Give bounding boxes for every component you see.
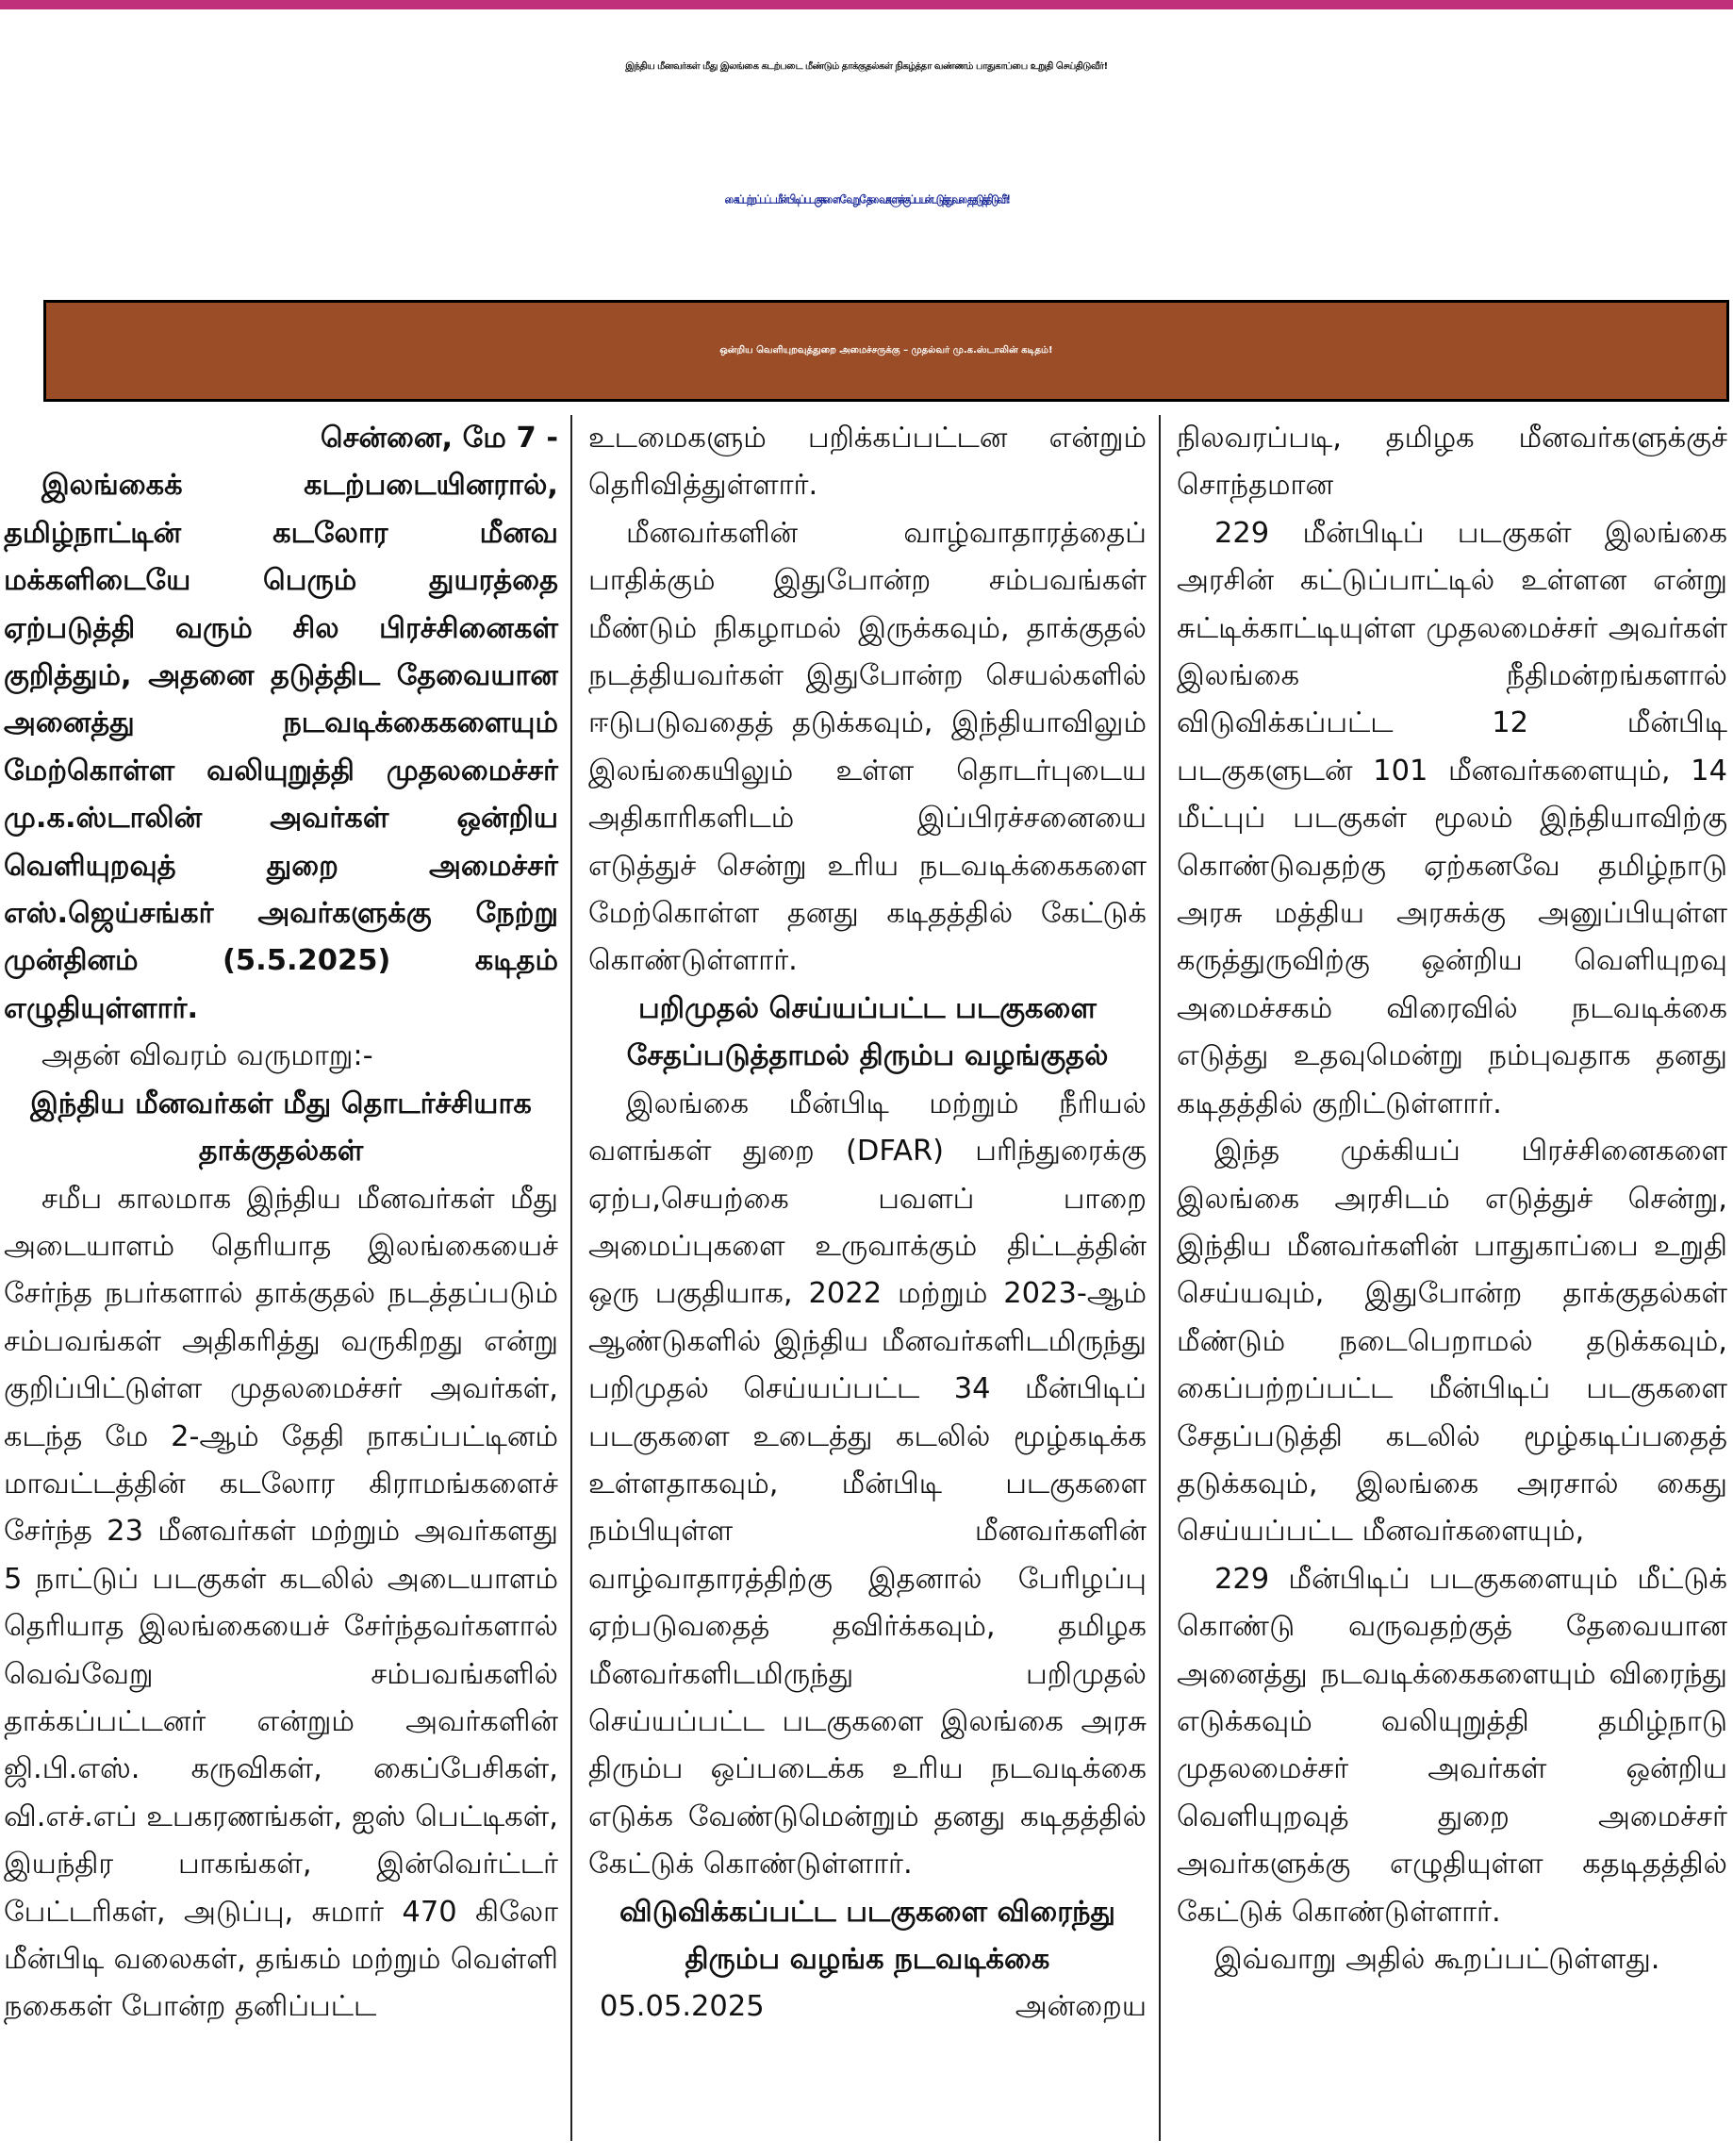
section-heading: இந்திய மீனவர்கள் மீது தொடர்ச்சியாக தாக்குதல்கள் — [30, 1086, 532, 1169]
sub-headline-text: ஒன்றிய வெளியுறவுத்துறை அமைச்சருக்கு – முதல்வர் மு.க.ஸ்டாலின் கடிதம்! — [719, 345, 1053, 356]
date-word: அன்றைய — [1015, 1990, 1147, 2024]
body-paragraph: நிலவரப்படி, தமிழக மீனவர்களுக்குச் சொந்தமான — [1177, 422, 1727, 503]
body-paragraph: சமீப காலமாக இந்திய மீனவர்கள் மீது அடையாளம் தெரியாத இலங்கையைச் சேர்ந்த நபர்களால் தாக்குதல் நடத்தப்படும் சம்பவங்கள் அதிகரித்து வருகிறது என்று குறிப்பிட்டுள்ள முதலமைச்சர் அவர்கள், கடந்த மே 2-ஆம் தேதி நாகப்பட்டினம் மாவட்டத்தின் கடலோர கிராமங்களைச் சேர்ந்த 23 மீனவர்கள் மற்றும் அவர்களது 5 நாட்டுப் படகுகள் கடலில் அடையாளம் தெரியாத இலங்கையைச் சேர்ந்தவர்களால் வெவ்வேறு சம்பவங்களில் தாக்கப்பட்டனர் என்றும் அவர்களின் ஜி.பி.எஸ். கருவிகள், கைப்பேசிகள், வி.எச்.எப் உபகரணங்கள், ஐஸ் பெட்டிகள், இயந்திர பாகங்கள், இன்வெர்ட்டர் பேட்டரிகள், அடுப்பு, சுமார் 470 கிலோ மீன்பிடி வலைகள், தங்கம் மற்றும் வெள்ளி நகைகள் போன்ற தனிப்பட்ட — [4, 1182, 558, 2024]
dateline: சென்னை, மே 7 - — [320, 422, 558, 455]
top-accent-bar — [0, 0, 1733, 9]
closing-line: இவ்வாறு அதில் கூறப்பட்டுள்ளது. — [1214, 1943, 1660, 1976]
body-paragraph: இந்த முக்கியப் பிரச்சினைகளை இலங்கை அரசிடம் எடுத்துச் சென்று, இந்திய மீனவர்களின் பாதுகாப்பை உறுதி செய்யவும், இதுபோன்ற தாக்குதல்கள் மீண்டும் நடைபெறாமல் தடுக்கவும், கைப்பற்றப்பட்ட மீன்பிடிப் படகுகளை சேதப்படுத்தி கடலில் மூழ்கடிப்பதைத் தடுக்கவும், இலங்கை அரசால் கைது செய்யப்பட்ட மீனவர்களையும், — [1177, 1135, 1727, 1549]
section-heading: விடுவிக்கப்பட்ட படகுகளை விரைந்து திரும்ப வழங்க நடவடிக்கை — [619, 1895, 1115, 1976]
article-column-1 — [0, 415, 566, 2141]
article-column-2 — [577, 415, 1154, 2141]
sub-headline-banner — [43, 300, 1729, 402]
article-column-3 — [1165, 415, 1733, 2141]
main-headline: கைப்பற்றப்பட்ட மீன்பிடிப் படகுகளை வேறு தேவைகளுக்குப் பயன்படுத்துவதை தடுத்திடுவீர்! — [724, 193, 1009, 207]
body-paragraph: இலங்கை மீன்பிடி மற்றும் நீரியல் வளங்கள் துறை (DFAR) பரிந்துரைக்கு ஏற்ப,செயற்கை பவளப் பாறை அமைப்புகளை உருவாக்கும் திட்டத்தின் ஒரு பகுதியாக, 2022 மற்றும் 2023-ஆம் ஆண்டுகளில் இந்திய மீனவர்களிடமிருந்து பறிமுதல் செய்யப்பட்ட 34 மீன்பிடிப் படகுகளை உடைத்து கடலில் மூழ்கடிக்க உள்ளதாகவும், மீன்பிடி படகுகளை நம்பியுள்ள மீனவர்களின் வாழ்வாதாரத்திற்கு இதனால் பேரிழப்பு ஏற்படுவதைத் தவிர்க்கவும், தமிழக மீனவர்களிடமிருந்து பறிமுதல் செய்யப்பட்ட படகுகளை இலங்கை அரசு திரும்ப ஒப்படைக்க உரிய நடவடிக்கை எடுக்க வேண்டுமென்றும் தனது கடிதத்தில் கேட்டுக் கொண்டுள்ளார். — [588, 1086, 1147, 1882]
lead-paragraph: இலங்கைக் கடற்படையினரால், தமிழ்நாட்டின் கடலோர மீனவ மக்களிடையே பெரும் துயரத்தை ஏற்படுத்தி வரும் சில பிரச்சினைகள் குறித்தும், அதனை தடுத்திட தேவையான அனைத்து நடவடிக்கைகளையும் மேற்கொள்ள வலியுறுத்தி முதலமைச்சர் மு.க.ஸ்டாலின் அவர்கள் ஒன்றிய வெளியுறவுத் துறை அமைச்சர் எஸ்.ஜெய்சங்கர் அவர்களுக்கு நேற்று முன்தினம் (5.5.2025) கடிதம் எழுதியுள்ளார். — [4, 469, 558, 1025]
column-divider — [1159, 415, 1161, 2141]
kicker-headline: இந்திய மீனவர்கள் மீது இலங்கை கடற்படை மீண்டும் தாக்குதல்கள் நிகழ்த்தா வண்ணம் பாதுகாப்பை உறுதி செய்திடுவீர்! — [625, 61, 1108, 72]
body-paragraph: 229 மீன்பிடிப் படகுகளையும் மீட்டுக் கொண்டு வருவதற்குத் தேவையான அனைத்து நடவடிக்கைகளையும் விரைந்து எடுக்கவும் வலியுறுத்தி தமிழ்நாடு முதலமைச்சர் அவர்கள் ஒன்றிய வெளியுறவுத் துறை அமைச்சர் அவர்களுக்கு எழுதியுள்ள கதடிதத்தில் கேட்டுக் கொண்டுள்ளார். — [1177, 1562, 1727, 1929]
intro-line: அதன் விவரம் வருமாறு:- — [41, 1039, 373, 1073]
section-heading: பறிமுதல் செய்யப்பட்ட படகுகளை சேதப்படுத்தாமல் திரும்ப வழங்குதல் — [626, 991, 1109, 1073]
body-paragraph: மீனவர்களின் வாழ்வாதாரத்தைப் பாதிக்கும் இதுபோன்ற சம்பவங்கள் மீண்டும் நிகழாமல் இருக்கவும், தாக்குதல் நடத்தியவர்கள் இதுபோன்ற செயல்களில் ஈடுபடுவதைத் தடுக்கவும், இந்தியாவிலும் இலங்கையிலும் உள்ள தொடர்புடைய அதிகாரிகளிடம் இப்பிரச்சனையை எடுத்துச் சென்று உரிய நடவடிக்கைகளை மேற்கொள்ள தனது கடிதத்தில் கேட்டுக் கொண்டுள்ளார். — [588, 516, 1147, 978]
date-line — [588, 1983, 1147, 2031]
body-paragraph: 229 மீன்பிடிப் படகுகள் இலங்கை அரசின் கட்டுப்பாட்டில் உள்ளன என்று சுட்டிக்காட்டியுள்ள முதலமைச்சர் அவர்கள் இலங்கை நீதிமன்றங்களால் விடுவிக்கப்பட்ட 12 மீன்பிடி படகுகளுடன் 101 மீனவர்களையும், 14 மீட்புப் படகுகள் மூலம் இந்தியாவிற்கு கொண்டுவதற்கு ஏற்கனவே தமிழ்நாடு அரசு மத்திய அரசுக்கு அனுப்பியுள்ள கருத்துருவிற்கு ஒன்றிய வெளியுறவு அமைச்சகம் விரைவில் நடவடிக்கை எடுத்து உதவுமென்று நம்புவதாக தனது கடிதத்தில் குறிட்டுள்ளார். — [1177, 516, 1727, 1120]
body-paragraph: உடமைகளும் பறிக்கப்பட்டன என்றும் தெரிவித்துள்ளார். — [588, 422, 1147, 503]
date-value: 05.05.2025 — [600, 1990, 765, 2024]
column-divider — [570, 415, 572, 2141]
